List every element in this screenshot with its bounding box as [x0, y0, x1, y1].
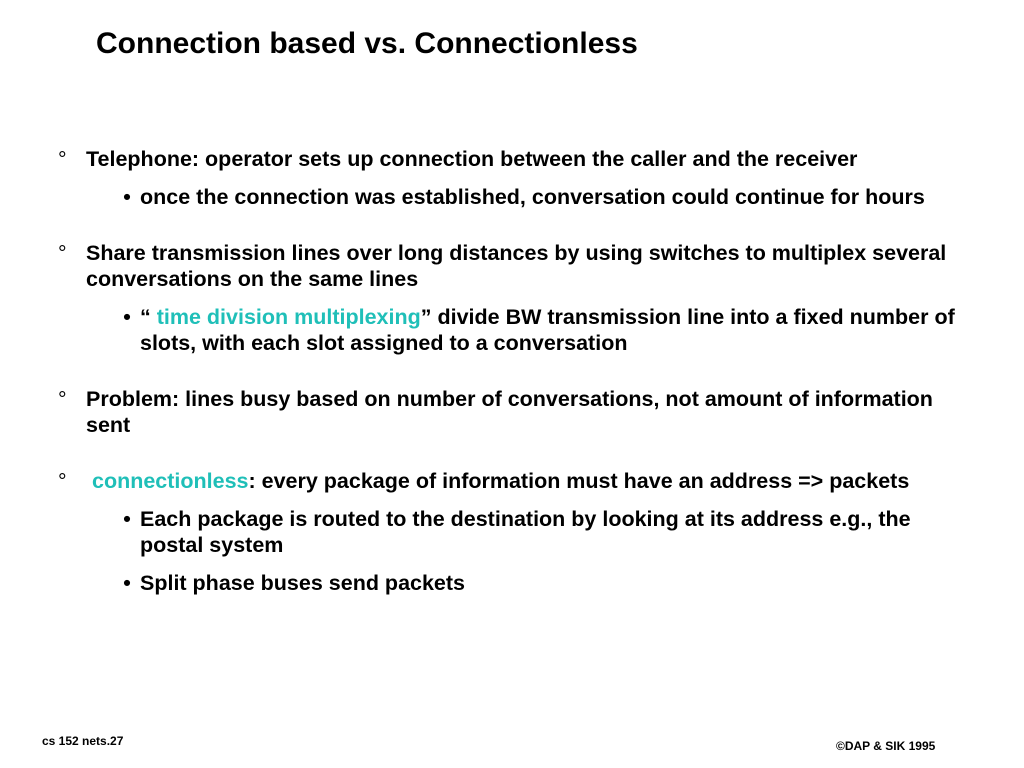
sub-bullet-rest: ” divide BW transmission line into a fixed number of slots, with each slot assigned to a conversation — [140, 305, 955, 355]
open-quote: “ — [140, 305, 157, 329]
slide-title: Connection based vs. Connectionless — [96, 27, 638, 60]
bullet-point — [58, 146, 978, 172]
degree-bullet-icon: ° — [58, 241, 67, 265]
sub-bullet-point — [114, 570, 978, 596]
bullet-text: Share transmission lines over long distances by using switches to multiplex several conversations on the same lines — [86, 241, 947, 291]
bullet-text — [86, 468, 978, 494]
degree-bullet-icon: ° — [58, 147, 67, 171]
slide-body — [58, 146, 978, 596]
bullet-point — [58, 468, 978, 494]
sub-bullet-text: Split phase buses send packets — [140, 571, 466, 595]
footer-copyright: ©DAP & SIK 1995 — [836, 739, 936, 753]
sub-bullet-point — [114, 506, 978, 558]
degree-bullet-icon: ° — [58, 387, 67, 411]
bullet-point — [58, 240, 978, 292]
footer-course-label: cs 152 nets.27 — [42, 734, 124, 748]
bullet-text: Problem: lines busy based on number of conversations, not amount of information sent — [86, 387, 933, 437]
bullet-rest: : every package of information must have an address => packets — [248, 469, 910, 493]
bullet-text: Telephone: operator sets up connection between the caller and the receiver — [86, 147, 858, 171]
sub-bullet-text: once the connection was established, conversation could continue for hours — [140, 185, 925, 209]
dot-bullet-icon: • — [123, 185, 131, 209]
dot-bullet-icon: • — [123, 507, 131, 531]
bullet-point — [58, 386, 978, 438]
sub-bullet-point — [114, 304, 978, 356]
highlighted-term: time division multiplexing — [156, 305, 421, 329]
sub-bullet-text — [140, 304, 978, 356]
dot-bullet-icon: • — [123, 571, 131, 595]
degree-bullet-icon: ° — [58, 469, 67, 493]
dot-bullet-icon: • — [123, 305, 131, 329]
sub-bullet-text: Each package is routed to the destination by looking at its address e.g., the postal system — [140, 507, 911, 557]
sub-bullet-point — [114, 184, 978, 210]
highlighted-term: connectionless — [91, 469, 249, 493]
